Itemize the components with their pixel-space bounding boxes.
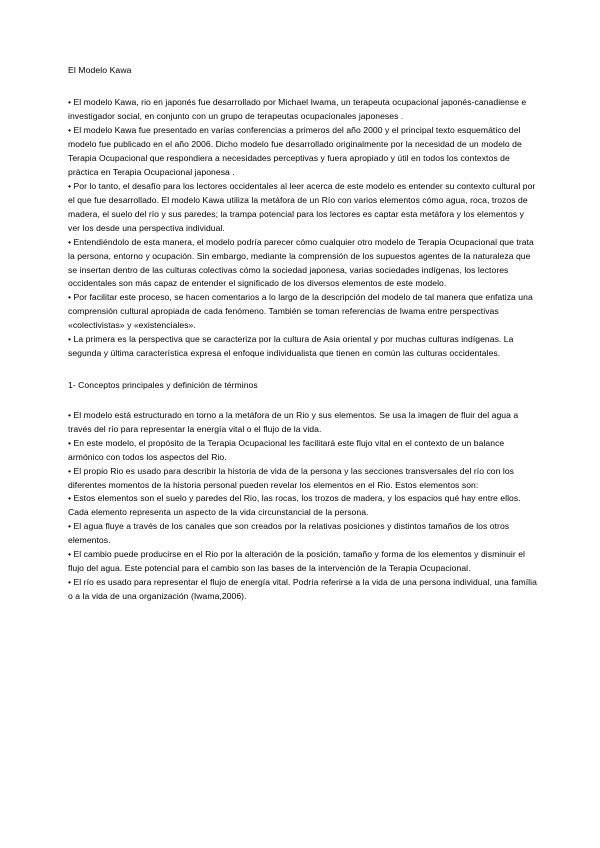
section-paragraph-2: • En este modelo, el propósito de la Terapia Ocupacional les facilitará este flujo vital en el contexto de un balance armónico con todos los aspectos del Rio. bbox=[68, 437, 505, 462]
paragraph-3: • Por lo tanto, el desafío para los lectores occidentales al leer acerca de este modelo es entender su contexto cultural por el que fue desarrollado. El modelo Kawa utiliza la metáfora de un Río con varios elementos cómo agua, roca, trozos de madera, el suelo del río y sus paredes; la trampa potencial para los lectores es captar esta metáfora y los elementos y ver los desde una perspectiva individual. bbox=[68, 180, 536, 233]
section-heading-conceptos: 1- Conceptos principales y definición de términos bbox=[68, 379, 258, 390]
paragraph-5: • Por facilitar este proceso, se hacen comentarios a lo largo de la descripción del modelo de tal manera que enfatiza una comprensión cultural apropiada de cada fenómeno. También se toman referencias de Iwama entre perspectivas «colectivistas» y «existenciales». bbox=[68, 292, 533, 331]
paragraph-6: • La primera es la perspectiva que se caracteriza por la cultura de Asia oriental y por muchas culturas indígenas. La segunda y última característica expresa el enfoque individualista que tienen en común las culturas occidentales. bbox=[68, 334, 514, 359]
page-title: El Modelo Kawa bbox=[68, 65, 132, 75]
section-paragraph-4: • Estos elementos son el suelo y paredes del Rio, las rocas, los trozos de madera, y los espacios qué hay entre ellos. Cada elemento representa un aspecto de la vida circunstancial de la persona. bbox=[68, 493, 521, 518]
section-paragraph-7: • El río es usado para representar el flujo de energía vital. Podría referirse a la vida de una persona individual, una família o a la vida de una organización (Iwama,2006). bbox=[68, 576, 537, 601]
paragraph-4: • Entendiéndolo de esta manera, el modelo podría parecer cómo cualquier otro modelo de Terapia Ocupacional que trata la persona, entorno y ocupación. Sin embargo, mediante la comprensión de los supuestos agentes de la naturaleza que se insertan dentro de las culturas colectivas cómo la sociedad japonesa, varias sociedades indígenas, los lectores occidentales son más capaz de entender el significado de los diversos elementos de este modelo. bbox=[68, 236, 534, 289]
section-paragraph-6: • El cambio puede producirse en el Rio por la alteración de la posición, tamaño y forma de los elementos y disminuir el flujo del agua. Este potencial para el cambio son las bases de la intervención de la Terapia Ocupacional. bbox=[68, 549, 526, 574]
section-paragraph-1: • El modelo está estructurado en torno a la metáfora de un Rio y sus elementos. Se usa la imagen de fluir del agua a través del río para representar la energía vital o el flujo de la vida. bbox=[68, 409, 519, 434]
section-paragraph-3: • El propio Rio es usado para describir la historia de vida de la persona y las secciones transversales del río con los diferentes momentos de la historia personal pueden revelar los elementos en el Rio. Estos elementos son: bbox=[68, 465, 515, 490]
paragraph-1: • El modelo Kawa, rio en japonés fue desarrollado por Michael Iwama, un terapeuta ocupacional japonés-canadiense e investigador social, en conjunto con un grupo de terapeutas ocupacionales japoneses . bbox=[68, 97, 527, 122]
section-paragraph-5: • El agua fluye a través de los canales que son creados por la relativas posiciones y distintos tamaños de los otros elementos. bbox=[68, 521, 510, 546]
paragraph-2: • El modelo Kawa fue presentado en varias conferencias a primeros del año 2000 y el principal texto esquemático del modelo fue publicado en el año 2006. Dicho modelo fue desarrollado originalmente por la necesidad de un modelo de Terapia Ocupacional que respondiera a necesidades perceptivas y fuera apropiado y útil en todos los contextos de práctica en Terapia Ocupacional japonesa . bbox=[68, 125, 522, 178]
